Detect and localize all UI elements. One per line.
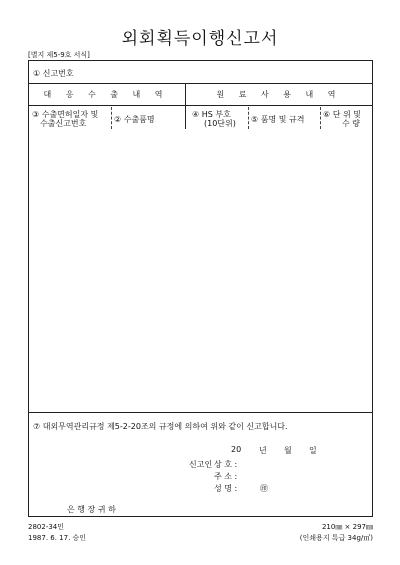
declarant-label: 신고인	[189, 460, 213, 469]
footer-paper-grade: (인쇄용지 특급 34g/㎡)	[299, 534, 373, 542]
col-divider-4	[320, 107, 321, 129]
date-year: 년	[259, 446, 267, 455]
export-section-header: 대 응 수 출 내 역	[43, 90, 169, 99]
declarant-company-label: 상 호 :	[214, 460, 238, 469]
col-hs-code-label-1: ④ HS 부호	[192, 110, 231, 119]
footer-code: 2802-34민	[28, 523, 65, 531]
form-number: [별지 제5-9호 서식]	[28, 51, 90, 59]
divider-declaration	[29, 412, 372, 413]
col-divider-3	[248, 107, 249, 129]
col-export-item-label: ② 수출품명	[114, 115, 155, 124]
declarant-address-label: 주 소 :	[214, 472, 238, 481]
declarant-name-label: 성 명 :	[214, 484, 238, 493]
col-divider-2	[185, 105, 186, 129]
divider-row1	[29, 83, 372, 84]
col-export-license-label-2: 수출신고번호	[40, 119, 87, 128]
date-month: 월	[284, 446, 292, 455]
col-item-spec-label: ⑤ 품명 및 규격	[251, 115, 305, 124]
divider-row2	[29, 105, 372, 106]
section-divider	[185, 83, 186, 105]
col-export-license-label-1: ③ 수출면허일자 및	[32, 110, 99, 119]
footer-paper-size: 210㎜ × 297㎜	[321, 523, 373, 531]
footer-approval-date: 1987. 6. 17. 승인	[28, 534, 87, 542]
addressee: 은 행 장 귀 하	[67, 505, 116, 514]
declaration-text: ⑦ 대외무역관리규정 제5-2-20조의 규정에 의하여 위와 같이 신고합니다.	[33, 422, 288, 431]
form-title: 외회획득이행신고서	[121, 29, 279, 49]
report-number-label: ① 신고번호	[33, 69, 74, 78]
seal-mark: ㊞	[260, 484, 268, 493]
date-day: 일	[309, 446, 317, 455]
col-unit-qty-label-1: ⑥ 단 위 및	[323, 110, 361, 119]
material-section-header: 원 료 사 용 내 역	[216, 90, 342, 99]
col-hs-code-label-2: (10단위)	[204, 119, 236, 128]
col-unit-qty-label-2: 수 량	[342, 119, 360, 128]
date-year-prefix: 20	[231, 445, 242, 454]
col-divider-1	[111, 107, 112, 129]
form-frame	[28, 60, 373, 517]
